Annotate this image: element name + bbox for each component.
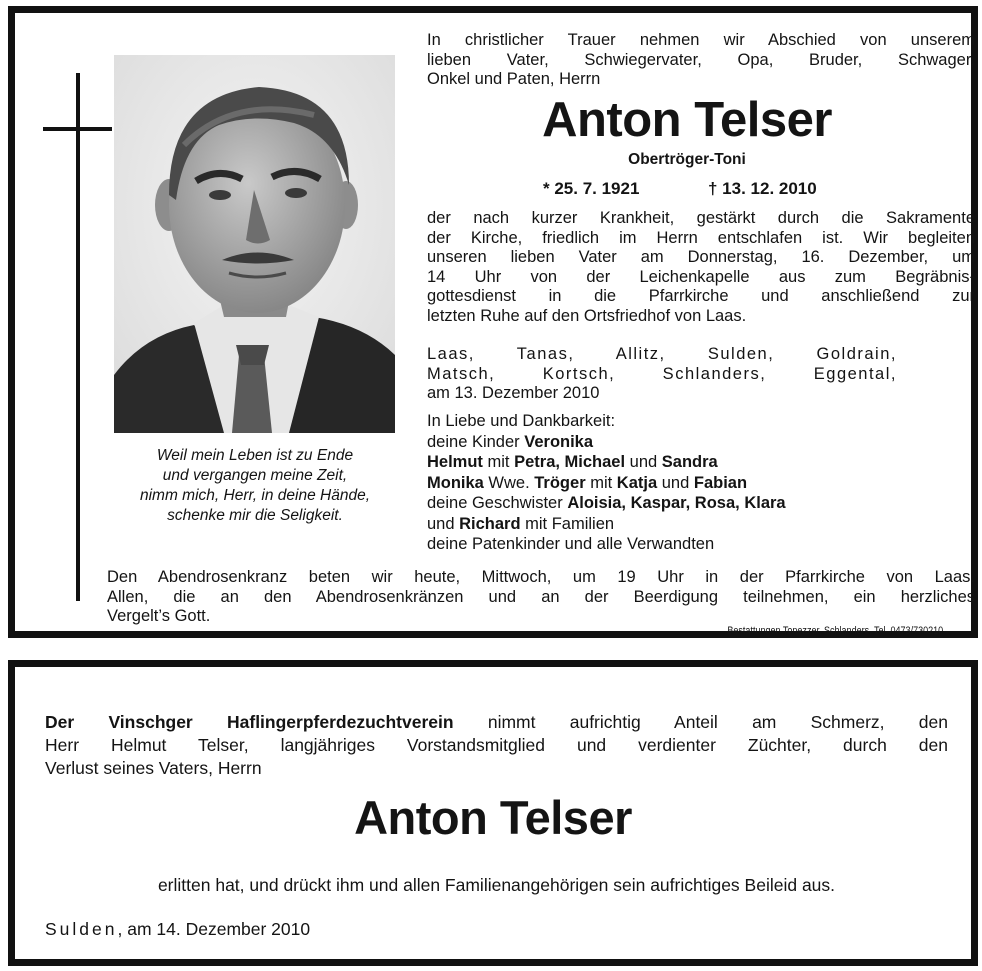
mourners-line: Monika Wwe. Tröger mit Katja und Fabian [427, 473, 748, 492]
mourners-line: In Liebe und Dankbarkeit: [427, 412, 616, 430]
sympathy-line: erlitten hat, und drückt ihm und allen Familienangehörigen sein aufrichtiges Beileid aus. [157, 875, 836, 895]
date-line: am 13. Dezember 2010 [427, 384, 600, 402]
places-text [427, 345, 897, 404]
announcement-text [427, 209, 975, 326]
intro-line: In christlicher Trauer nehmen wir Abschied von unserem [427, 31, 975, 49]
intro-line: lieben Vater, Schwiegervater, Opa, Bruder, Schwager, [427, 50, 975, 69]
verse-line: und vergangen meine Zeit, [162, 467, 348, 484]
date: , am 14. Dezember 2010 [117, 919, 311, 939]
places-line: Matsch, Kortsch, Schlanders, Eggental, [427, 364, 897, 383]
mourners-line: Helmut mit Petra, Michael und Sandra [427, 453, 718, 471]
body-line: 14 Uhr von der Leichenkapelle aus zum Begräbnis- [427, 267, 975, 286]
rosary-line: Vergelt’s Gott. [107, 607, 211, 625]
body-line: gottesdienst in die Pfarrkirche und anschließend zur [427, 287, 975, 305]
deceased-name: Anton Telser [354, 791, 632, 844]
mourners-line: deine Patenkinder und alle Verwandten [427, 535, 715, 553]
mourners-line: und Richard mit Familien [427, 514, 615, 533]
places-line: Laas, Tanas, Allitz, Sulden, Goldrain, [427, 345, 897, 363]
intro-text [427, 31, 975, 90]
condolence-notice [8, 660, 978, 966]
verse-line: schenke mir die Seligkeit. [167, 507, 343, 524]
birth-date: * 25. 7. 1921 [543, 179, 640, 198]
mourners-line: deine Geschwister Aloisia, Kaspar, Rosa, Klara [427, 494, 786, 512]
rosary-line: Allen, die an den Abendrosenkränzen und an der Beerdigung teilnehmen, ein herzliches [107, 587, 975, 606]
death-date: † 13. 12. 2010 [708, 179, 817, 198]
condolence-line: Herr Helmut Telser, langjähriges Vorstandsmitglied und verdienter Züchter, durch den [45, 735, 948, 755]
rosary-line: Den Abendrosenkranz beten wir heute, Mittwoch, um 19 Uhr in der Pfarrkirche von Laas. [107, 568, 975, 586]
deceased-name: Anton Telser [542, 93, 832, 147]
undertaker-credit: Bestattungen Tonezzer, Schlanders, Tel. 0473/730210 [727, 625, 943, 637]
place: Sulden [45, 919, 118, 939]
mourners-line: deine Kinder Veronika [427, 432, 594, 451]
obituary-notice [8, 6, 978, 638]
body-line: unseren lieben Vater am Donnerstag, 16. Dezember, um [427, 248, 975, 266]
nickname: Obertröger-Toni [628, 151, 746, 168]
body-line: der nach kurzer Krankheit, gestärkt durch die Sakramente [427, 209, 975, 227]
body-line: der Kirche, friedlich im Herrn entschlafen ist. Wir begleiten [427, 228, 975, 247]
condolence-line: Der Vinschger Haflingerpferdezuchtverein nimmt aufrichtig Anteil am Schmerz, den [45, 712, 948, 732]
place-date [45, 919, 310, 940]
portrait-photo [114, 55, 395, 433]
organization-name: Der Vinschger Haflingerpferdezuchtverein [45, 712, 454, 732]
condolence-line: Verlust seines Vaters, Herrn [45, 758, 262, 778]
verse-line: nimm mich, Herr, in deine Hände, [139, 487, 370, 504]
intro-line: Onkel und Paten, Herrn [427, 70, 601, 88]
verse [111, 446, 399, 526]
body-line: letzten Ruhe auf den Ortsfriedhof von Laas. [427, 306, 747, 325]
condolence-text [45, 711, 948, 780]
rosary-text [107, 568, 975, 627]
verse-line: Weil mein Leben ist zu Ende [156, 447, 354, 464]
mourners-list [427, 411, 975, 555]
